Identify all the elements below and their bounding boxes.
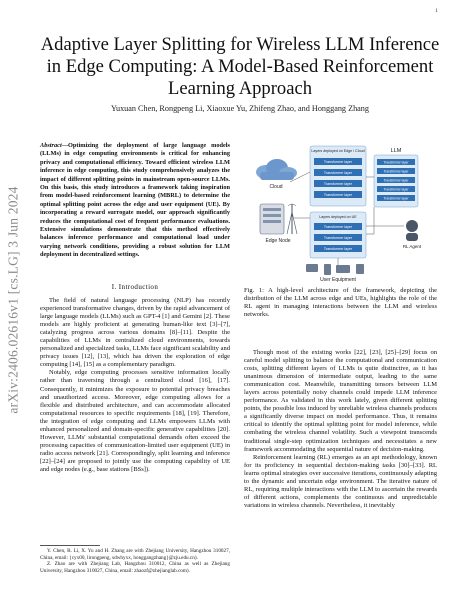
paper-title: Adaptive Layer Splitting for Wireless LLM Inference in Edge Computing: A Model-Based Reinforcement Learning Approach: [40, 34, 440, 99]
layer-label: Transformer layer: [383, 196, 409, 201]
abstract: [40, 142, 230, 260]
ue-transformer-layers: [314, 223, 362, 252]
layer-label: Transformer layer: [383, 178, 409, 183]
footnote-rule: [40, 545, 100, 546]
footnotes: [40, 548, 230, 574]
title-block: [40, 34, 440, 113]
layer-label: Transformer layer: [323, 225, 353, 229]
layer-label: Transformer layer: [323, 247, 353, 251]
layer-label: Transformer layer: [323, 182, 353, 186]
layer-label: Transformer layer: [323, 193, 353, 197]
llm-label: LLM: [390, 148, 402, 154]
cloud-label: Cloud: [269, 184, 283, 190]
footnote: Z. Zhao are with Zhejiang Lab, Hangzhou 310012, China as well as Zhejiang University, Hangzhou 310027, China, email: zhaozf@zhejianglab.com).: [40, 561, 230, 574]
paragraph: Reinforcement learning (RL) emerges as an apt methodology, known for its proficiency in sequential decision-making tasks [30]–[33]. RL learns optimal strategies over successive iterations, continuously adapting to the dynamic and uncertain edge environment. The iterative nature of RL, requiring multiple interactions with the LLM to ascertain the rewards of different actions, complements the continuous and unpredictable variations in wireless channels. Nevertheless, it inevitably: [244, 453, 437, 509]
abstract-text: —Optimizing the deployment of large language models (LLMs) in edge computing environments is critical for enhancing privacy and computational efficiency. Toward efficient wireless LLM inference in edge computing, this study comprehensively analyzes the impact of different splitting points in mainstream open-source LLMs. On this basis, this study introduces a framework taking inspiration from model-based reinforcement learning (MBRL) to determine the optimal splitting point across the edge and user equipment (UE). By incorporating a reward surrogate model, our approach significantly reduces the computational cost of frequent performance evaluations. Extensive simulations demonstrate that this method effectively balances inference performance and computational load under varying network conditions, providing a robust solution for LLM deployment in decentralized settings.: [40, 142, 230, 259]
server-icon: [260, 204, 284, 234]
rl-agent-icon: [406, 220, 418, 241]
antenna-tower-icon: [287, 204, 297, 234]
figure-architecture: [246, 142, 436, 282]
arxiv-identifier-text[interactable]: arXiv:2406.02616v1 [cs.LG] 3 Jun 2024: [6, 186, 21, 414]
edge-panel-title: Layers deployed on Edge / Cloud: [311, 149, 365, 153]
layer-label: Transformer layer: [323, 236, 353, 240]
footnote: Y. Chen, R. Li, X. Yu and H. Zhang are with Zhejiang University, Hangzhou 310027, China, email: {cyx00, lirongpeng, sdwhyxx, honggangzhang}@zju.edu.cn).: [40, 548, 230, 561]
page-number: 1: [435, 8, 438, 14]
user-equipment-label: User Equipment: [320, 277, 356, 282]
architecture-diagram: [246, 142, 436, 282]
section-heading: I. Introduction: [111, 283, 159, 291]
paragraph: The field of natural language processing (NLP) has recently experienced transformative changes, driven by the rapid advancement of large language models (LLMs) such as GPT-4 [1] and Gemini [2]. These models are highly proficient at generating human-like text [3]–[7], catalyzing progress across various domains [8]–[11]. Despite the capabilities of LLMs in centralized cloud environments, towards personalized and specialized tasks, LLMs face significant scalability and privacy issues [12], [13], which has driven the exploration of edge computing [14], [15] as a complementary paradigm.: [40, 297, 230, 369]
arxiv-identifier: [4, 150, 24, 450]
layer-label: Transformer layer: [323, 171, 353, 175]
layer-label: Transformer layer: [383, 160, 409, 165]
layer-label: Transformer layer: [383, 169, 409, 174]
right-column-body: [244, 349, 437, 510]
edge-node-label: Edge Node: [265, 238, 291, 244]
layer-label: Transformer layer: [383, 187, 409, 192]
paragraph: Though most of the existing works [22], [23], [25]–[29] focus on careful model splitting to balance the computational and communication costs, splitting different layers of LLMs is quite distinctive, as it has unanimous dimension of intermediate output, leading to the same communication cost. Meanwhile, transmitting tensors between LLM layers across potentially noisy channels could impede LLM inference performance. As validated in this work lately, given different splitting points, the possible loss induced by unreliable wireless channels produces a significantly diverse impact on model performance. Thus, it remains critical to identify the optimal splitting point for model inference, while combating the wireless channel volatility. Such a viewpoint transcends traditional single-step optimization techniques and necessitates a new framework accommodating the sequential nature of decision-making.: [244, 349, 437, 453]
author-list: Yuxuan Chen, Rongpeng Li, Xiaoxue Yu, Zhifeng Zhao, and Honggang Zhang: [110, 104, 369, 113]
abstract-lead: Abstract: [40, 142, 62, 149]
rl-agent-label: RL Agent: [402, 244, 422, 249]
figure-caption: Fig. 1: A high-level architecture of the framework, depicting the distribution of the LLM across edge and UEs, highlights the role of the RL agent in managing interactions between the LLM and wireless networks.: [244, 287, 437, 319]
ue-panel-title: Layers deployed on UE: [319, 215, 357, 219]
left-column-body: [40, 297, 230, 474]
user-equipment-icons: [306, 264, 364, 275]
cloud-icon: [256, 159, 297, 180]
layer-label: Transformer layer: [323, 160, 353, 164]
paragraph: Notably, edge computing processes sensitive information locally rather than traversing through a centralized cloud [16], [17]. Consequently, it minimizes the exposure to potential privacy breaches and unauthorized access. Moreover, edge computing allows for a flexible and distributed architecture, and can accommodate allocated computational resources to specific requirements [18], [19]. Therefore, the integration of edge computing and LLMs empowers LLMs with enhanced personalized and domain-specific generative capabilities [20]. However, LLMs' substantial computational demands often exceed the processing capacities of communication-limited user equipment (UE) in radio access network [21]. Correspondingly, split learning and inference [22]–[24] are proposed to jointly use the computing capability of UE and edge nodes (e.g., base stations [BSs]).: [40, 369, 230, 473]
